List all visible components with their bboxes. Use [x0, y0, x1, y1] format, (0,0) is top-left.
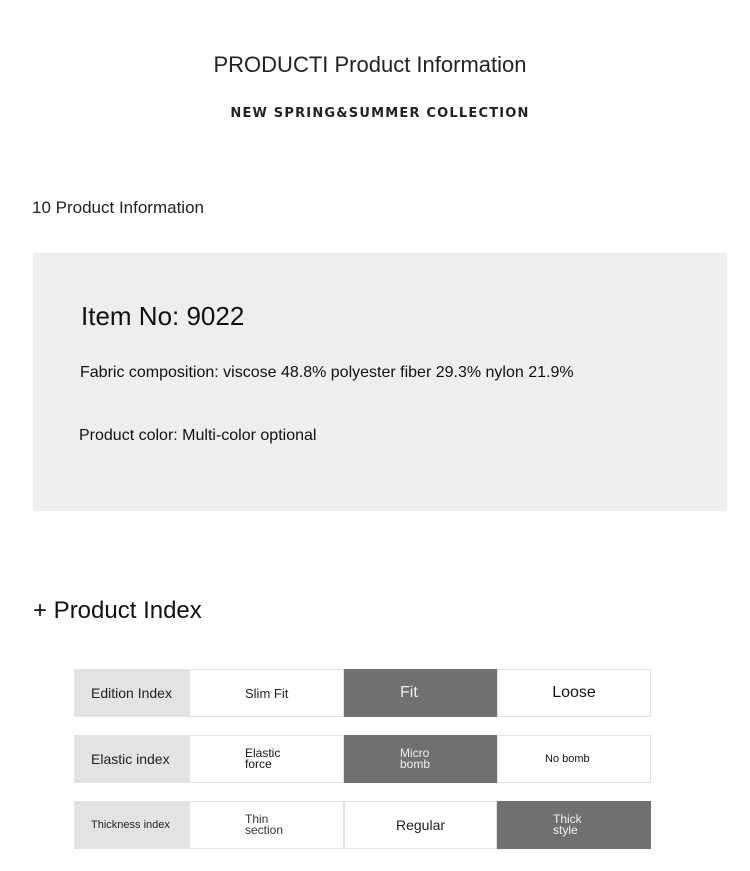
item-number: Item No: 9022	[81, 301, 245, 331]
product-color: Product color: Multi-color optional	[79, 427, 317, 444]
elastic-index-label: Elastic index	[74, 735, 189, 783]
fabric-composition: Fabric composition: viscose 48.8% polyester fiber 29.3% nylon 21.9%	[80, 364, 574, 381]
thickness-option-thick-style: Thick style	[497, 801, 651, 849]
edition-option-loose: Loose	[497, 669, 651, 717]
elastic-option-elastic-force: Elastic force	[189, 735, 344, 783]
edition-option-fit: Fit	[344, 669, 497, 717]
thickness-index-row	[74, 801, 651, 849]
edition-index-label: Edition Index	[74, 669, 189, 717]
thickness-option-regular: Regular	[344, 801, 497, 849]
thickness-option-thin-section: Thin section	[189, 801, 344, 849]
collection-subtitle: NEW SPRING&SUMMER COLLECTION	[230, 106, 530, 121]
product-information-heading: 10 Product Information	[32, 198, 204, 217]
product-info-panel	[33, 253, 727, 511]
product-index-heading: + Product Index	[33, 597, 202, 624]
elastic-index-row	[74, 735, 651, 783]
elastic-option-no-bomb: No bomb	[497, 735, 651, 783]
elastic-option-micro-bomb: Micro bomb	[344, 735, 497, 783]
edition-option-slim-fit: Slim Fit	[189, 669, 344, 717]
edition-index-row	[74, 669, 651, 717]
thickness-index-label: Thickness index	[74, 801, 189, 849]
page-title: PRODUCTI Product Information	[213, 52, 527, 77]
